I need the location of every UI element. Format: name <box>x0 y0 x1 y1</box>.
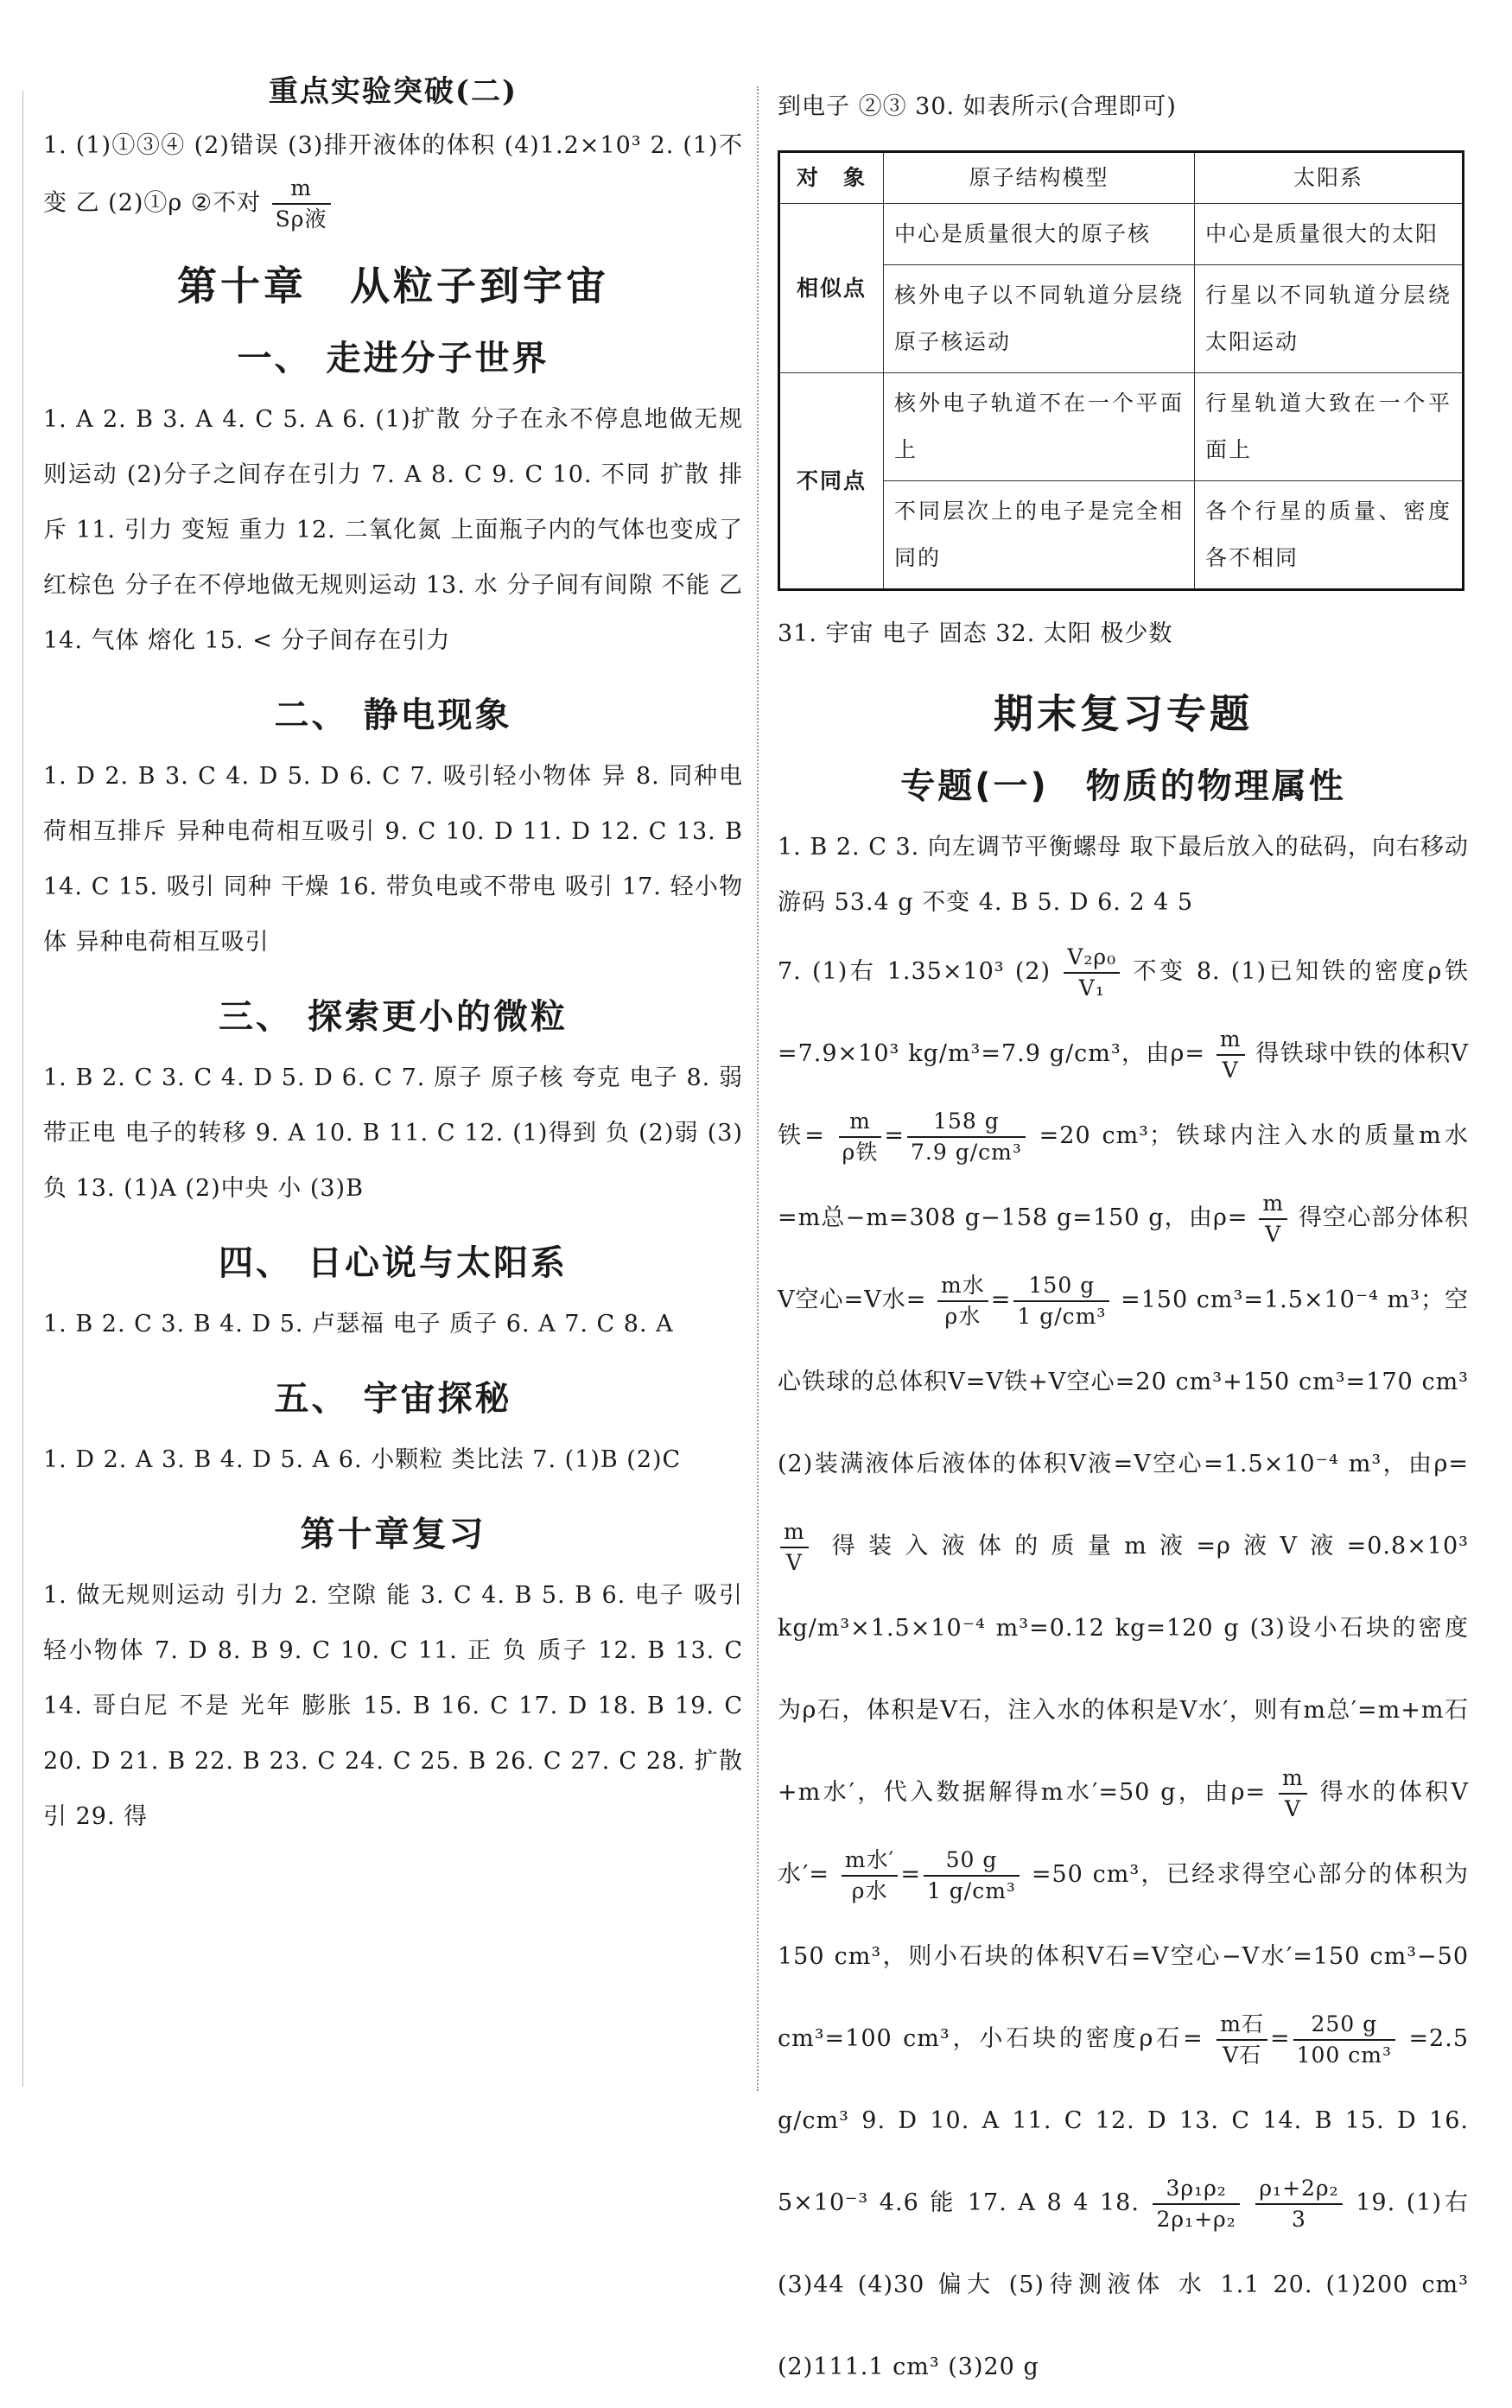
table-cell: 中心是质量很大的原子核 <box>884 204 1195 265</box>
answers-section-5: 1. D 2. A 3. B 4. D 5. A 6. 小颗粒 类比法 7. (1)B (2)C <box>43 1446 682 1473</box>
row-label-similar: 相似点 <box>779 204 884 373</box>
topic-title: 专题(一) 物质的物理属性 <box>900 766 1346 806</box>
chapter-title: 第十章 从粒子到宇宙 <box>177 263 609 309</box>
fraction: $\frac{150 g}{\text{1 g/cm³}}$ <box>1013 1271 1109 1331</box>
table-cell: 各个行星的质量、密度各不相同 <box>1195 481 1464 590</box>
answers-section-4: 1. B 2. C 3. B 4. D 5. 卢瑟福 电子 质子 6. A 7. C 8. A <box>43 1311 674 1337</box>
fraction: $\frac{m}{V}$ <box>780 1517 809 1578</box>
fraction: $\frac{m}{V}$ <box>1217 1025 1245 1085</box>
answers-experiment-2: 1. (1)①③④ (2)错误 (3)排开液体的体积 (4)1.2×10³ 2. (1)不变 乙 (2)①ρ ②不对 $\frac{m}{\text{Sρ液}}$ <box>43 118 743 234</box>
table-cell: 核外电子轨道不在一个平面上 <box>884 373 1195 481</box>
fraction: $\frac{250 g}{\text{100 cm³}}$ <box>1293 2010 1395 2070</box>
fraction: $\frac{\text{3ρ₁ρ₂}}{\text{2ρ₁+ρ₂}}$ <box>1153 2174 1239 2234</box>
fraction: $\frac{\text{m石}}{\text{V石}}$ <box>1217 2010 1267 2070</box>
table-cell: 不同层次上的电子是完全相同的 <box>884 481 1195 590</box>
review-title: 第十章复习 <box>300 1515 486 1554</box>
table-header-row <box>779 152 1464 204</box>
table-row <box>779 204 1464 265</box>
section-title-3: 三、 探索更小的微粒 <box>219 997 568 1037</box>
section-title-1: 一、 走进分子世界 <box>237 339 550 378</box>
answers-section-1: 1. A 2. B 3. A 4. C 5. A 6. (1)扩散 分子在永不停息地做无规则运动 (2)分子之间存在引力 7. A 8. C 9. C 10. 不同 扩散 排斥 11. 引力 变短 重力 12. 二氧化氮 上面瓶子内的气体也变成了红棕色 分子在不停地做无规则运动 13. 水 分子间有间隙 不能 乙 14. 气体 熔化 15. < 分子间存在引力 <box>43 406 743 654</box>
fraction: $\frac{\text{V₂ρ₀}}{\text{V₁}}$ <box>1064 943 1120 1003</box>
table-cell: 中心是质量很大的太阳 <box>1195 204 1464 265</box>
answers-review-continued: 到电子 ②③ 30. 如表所示(合理即可) <box>778 93 1177 120</box>
row-label-different: 不同点 <box>779 373 884 590</box>
comparison-table <box>778 150 1464 591</box>
section-title-experiment-2: 重点实验突破(二) <box>268 74 518 109</box>
left-column <box>43 67 743 1845</box>
fraction: $\frac{\text{m水}}{\text{ρ水}}$ <box>937 1271 988 1331</box>
answers-section-3: 1. B 2. C 3. C 4. D 5. D 6. C 7. 原子 原子核 夸克 电子 8. 弱 带正电 电子的转移 9. A 10. B 11. C 12. (1)得到 负 (2)弱 (3)负 13. (1)A (2)中央 小 (3)B <box>43 1064 743 1202</box>
table-cell: 行星以不同轨道分层绕太阳运动 <box>1195 265 1464 373</box>
answers-topic-1-worked: 7. (1)右 1.35×10³ (2) $\frac{\text{V₂ρ₀}}{\text{V₁}}$ 不变 8. (1)已知铁的密度ρ铁=7.9×10³ kg/m³=7.9 g/cm³，由ρ= $\frac{m}{V}$ 得铁球中铁的体积V铁= $\frac{m}{\text{ρ铁}}$ = $\frac{158 g}{\text{7.9 g/cm³}}$ =20 cm³；铁球内注入水的质量m水=m总−m=308 g−158 g=150 g，由ρ= $\frac{m}{V}$ 得空心部分体积V空心=V水= $\frac{\text{m水}}{\text{ρ水}}$ = $\frac{150 g}{\text{1 g/cm³}}$ =150 cm³=1.5×10⁻⁴ m³；空心铁球的总体积V=V铁+V空心=20 cm³+150 cm³=170 cm³ (2)装满液体后液体的体积V液=V空心=1.5×10⁻⁴ m³，由ρ= $\frac{m}{V}$ 得装入液体的质量m液=ρ液V液=0.8×10³ kg/m³×1.5×10⁻⁴ m³=0.12 kg=120 g (3)设小石块的密度为ρ石，体积是V石，注入水的体积是V水′，则有m总′=m+m石+m水′，代入数据解得m水′=50 g，由ρ= $\frac{m}{V}$ 得水的体积V水′= $\frac{\text{m水′}}{\text{ρ水}}$ = $\frac{50 g}{\text{1 g/cm³}}$ =50 cm³，已经求得空心部分的体积为150 cm³，则小石块的体积V石=V空心−V水′=150 cm³−50 cm³=100 cm³，小石块的密度ρ石= $\frac{\text{m石}}{\text{V石}}$ = $\frac{250 g}{\text{100 cm³}}$ =2.5 g/cm³ 9. D 10. A 11. C 12. D 13. C 14. B 15. D 16. 5×10⁻³ 4.6 能 17. A 8 4 18. $\frac{\text{3ρ₁ρ₂}}{\text{2ρ₁+ρ₂}}$ $\frac{\text{ρ₁+2ρ₂}}{3}$ 19. (1)右 (3)44 (4)30 偏大 (5)待测液体 水 1.1 20. (1)200 cm³ (2)111.1 cm³ (3)20 g <box>778 944 1469 2380</box>
fraction-m-over-s-rho: $\frac{m}{\text{Sρ液}}$ <box>272 174 331 234</box>
section-title-5: 五、 宇宙探秘 <box>274 1379 512 1419</box>
fraction: $\frac{m}{V}$ <box>1279 1763 1307 1824</box>
page-edge-line <box>22 91 23 2087</box>
answers-review: 1. 做无规则运动 引力 2. 空隙 能 3. C 4. B 5. B 6. 电子 吸引轻小物体 7. D 8. B 9. C 10. C 11. 正 负 质子 12. B 13. C 14. 哥白尼 不是 光年 膨胀 15. B 16. C 17. D 18. B 19. C 20. D 21. B 22. B 23. C 24. C 25. B 26. C 27. C 28. 扩散 引 29. 得 <box>43 1582 743 1830</box>
section-title-2: 二、 静电现象 <box>274 696 512 735</box>
answers-31-32: 31. 宇宙 电子 固态 32. 太阳 极少数 <box>778 620 1173 647</box>
fraction: $\frac{\text{ρ₁+2ρ₂}}{3}$ <box>1255 2174 1342 2234</box>
column-divider <box>757 86 759 2091</box>
answers-topic-1-part-a: 1. B 2. C 3. 向左调节平衡螺母 取下最后放入的砝码，向右移动游码 53.4 g 不变 4. B 5. D 6. 2 4 5 <box>778 834 1469 916</box>
answers-section-2: 1. D 2. B 3. C 4. D 5. D 6. C 7. 吸引轻小物体 异 8. 同种电荷相互排斥 异种电荷相互吸引 9. C 10. D 11. D 12. C 13. B 14. C 15. 吸引 同种 干燥 16. 带负电或不带电 吸引 17. 轻小物体 异种电荷相互吸引 <box>43 763 743 956</box>
right-column <box>778 79 1469 2408</box>
table-row <box>779 373 1464 481</box>
section-title-4: 四、 日心说与太阳系 <box>219 1243 568 1283</box>
fraction: $\frac{50 g}{\text{1 g/cm³}}$ <box>924 1846 1020 1906</box>
table-header-solar: 太阳系 <box>1195 152 1464 204</box>
fraction: $\frac{158 g}{\text{7.9 g/cm³}}$ <box>907 1107 1026 1167</box>
table-header-object: 对 象 <box>779 152 884 204</box>
table-cell: 行星轨道大致在一个平面上 <box>1195 373 1464 481</box>
fraction: $\frac{m}{\text{ρ铁}}$ <box>839 1107 882 1167</box>
fraction: $\frac{\text{m水′}}{\text{ρ水}}$ <box>842 1846 898 1906</box>
final-review-title: 期末复习专题 <box>994 690 1253 737</box>
table-cell: 核外电子以不同轨道分层绕原子核运动 <box>884 265 1195 373</box>
fraction: $\frac{m}{V}$ <box>1259 1189 1287 1249</box>
table-header-atom: 原子结构模型 <box>884 152 1195 204</box>
